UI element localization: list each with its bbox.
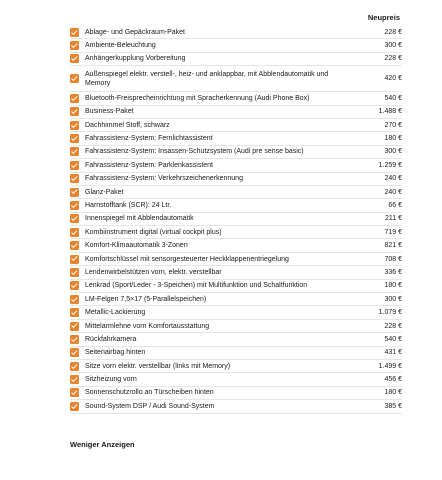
option-price: 1.499 € [378,362,402,370]
option-checkbox[interactable] [70,241,79,250]
option-checkbox[interactable] [70,335,79,344]
option-label: Fahrassistenz-System: Verkehrszeichenerkennung [85,175,243,183]
option-price: 228 € [384,28,402,36]
option-checkbox[interactable] [70,147,79,156]
option-label: Rückfahrkamera [85,335,137,343]
option-checkbox[interactable] [70,322,79,331]
option-price: 540 € [384,335,402,343]
option-price: 540 € [384,94,402,102]
equipment-row [70,333,402,346]
option-label: Dachhimmel Stoff, schwarz [85,121,170,129]
option-price: 211 € [385,215,402,223]
equipment-row [70,306,402,319]
price-column-header: Neupreis [367,13,400,22]
equipment-row [70,39,402,52]
option-price: 180 € [384,282,402,290]
option-price: 180 € [384,135,402,143]
equipment-row [70,173,402,186]
option-price: 1.259 € [378,161,402,169]
option-label: Lenkrad (Sport/Leder - 3-Speichen) mit Multifunktion und Schaltfunktion [85,282,308,290]
option-price: 66 € [388,201,402,209]
equipment-row [70,146,402,159]
option-checkbox[interactable] [70,134,79,143]
option-label: Außenspiegel elektr. verstell-, heiz- und anklappbar, mit Abblendautomatik und Memory [85,70,329,87]
option-label: Fahrassistenz-System: Insassen-Schutzsystem (Audi pre sense basic) [85,148,304,156]
option-checkbox[interactable] [70,295,79,304]
option-checkbox[interactable] [70,228,79,237]
option-checkbox[interactable] [70,94,79,103]
option-checkbox[interactable] [70,74,79,83]
option-price: 228 € [384,322,402,330]
option-label: Innenspiegel mit Abblendautomatik [85,215,194,223]
equipment-row [70,106,402,119]
option-price: 300 € [384,295,402,303]
option-price: 385 € [384,402,402,410]
option-label: Fahrassistenz-System: Fernlichtassistent [85,135,213,143]
option-checkbox[interactable] [70,54,79,63]
equipment-row [70,53,402,66]
option-price: 456 € [384,376,402,384]
equipment-row [70,159,402,172]
equipment-list [70,26,402,414]
option-label: Ablage- und Gepäckraum-Paket [85,28,185,36]
option-price: 240 € [384,175,402,183]
equipment-row [70,293,402,306]
equipment-row [70,387,402,400]
option-price: 228 € [384,55,402,63]
equipment-row [70,186,402,199]
option-price: 431 € [384,349,402,357]
equipment-row [70,360,402,373]
option-label: Sonnenschutzrollo an Türscheiben hinten [85,389,214,397]
option-checkbox[interactable] [70,41,79,50]
option-price: 1.488 € [378,108,402,116]
equipment-row [70,66,402,92]
option-label: Lendenwirbelstützen vorn, elektr. verstellbar [85,268,222,276]
show-less-link[interactable]: Weniger Anzeigen [70,440,135,449]
option-checkbox[interactable] [70,161,79,170]
list-header [0,13,442,27]
equipment-row [70,199,402,212]
option-label: Mittelarmlehne vorn Komfortausstattung [85,322,210,330]
option-label: Fahrassistenz-System: Parklenkassistent [85,161,213,169]
option-checkbox[interactable] [70,348,79,357]
option-checkbox[interactable] [70,188,79,197]
equipment-row [70,373,402,386]
equipment-row [70,253,402,266]
option-label: Anhängerkupplung Vorbereitung [85,55,186,63]
equipment-row [70,213,402,226]
option-checkbox[interactable] [70,174,79,183]
option-checkbox[interactable] [70,28,79,37]
option-checkbox[interactable] [70,281,79,290]
option-checkbox[interactable] [70,362,79,371]
option-label: Glanz-Paket [85,188,124,196]
option-label: Komfortschlüssel mit sensorgesteuerter Heckklappenentriegelung [85,255,289,263]
option-price: 719 € [384,228,402,236]
option-price: 336 € [384,268,402,276]
option-price: 240 € [384,188,402,196]
equipment-row [70,320,402,333]
option-label: Kombiinstrument digital (virtual cockpit plus) [85,228,222,236]
option-price: 300 € [384,42,402,50]
equipment-row [70,400,402,413]
option-checkbox[interactable] [70,402,79,411]
option-price: 1.079 € [378,309,402,317]
option-label: LM-Felgen 7,5×17 (5-Parallelspeichen) [85,295,207,303]
option-checkbox[interactable] [70,308,79,317]
option-price: 270 € [384,121,402,129]
option-label: Sound-System DSP / Audi Sound-System [85,402,215,410]
option-price: 420 € [384,75,402,83]
option-checkbox[interactable] [70,107,79,116]
option-label: Ambiente-Beleuchtung [85,42,156,50]
option-checkbox[interactable] [70,214,79,223]
equipment-row [70,132,402,145]
option-price: 180 € [384,389,402,397]
option-label: Metallic-Lackierung [85,309,146,317]
option-checkbox[interactable] [70,268,79,277]
equipment-row [70,280,402,293]
option-price: 708 € [384,255,402,263]
option-checkbox[interactable] [70,121,79,130]
option-checkbox[interactable] [70,255,79,264]
option-checkbox[interactable] [70,375,79,384]
equipment-row [70,26,402,39]
equipment-row [70,226,402,239]
option-label: Sitzheizung vorn [85,376,137,384]
option-label: Sitze vorn elektr. verstellbar (links mit Memory) [85,362,231,370]
option-label: Business-Paket [85,108,134,116]
equipment-row [70,119,402,132]
equipment-row [70,239,402,252]
equipment-row [70,347,402,360]
option-label: Harnstofftank (SCR): 24 Ltr. [85,201,172,209]
equipment-row [70,266,402,279]
option-price: 300 € [384,148,402,156]
equipment-row [70,92,402,105]
option-label: Komfort-Klimaautomatik 3-Zonen [85,242,188,250]
option-label: Seitenairbag hinten [85,349,146,357]
option-checkbox[interactable] [70,201,79,210]
option-checkbox[interactable] [70,388,79,397]
option-price: 821 € [384,242,402,250]
option-label: Bluetooth-Freisprecheinrichtung mit Spracherkennung (Audi Phone Box) [85,94,310,102]
